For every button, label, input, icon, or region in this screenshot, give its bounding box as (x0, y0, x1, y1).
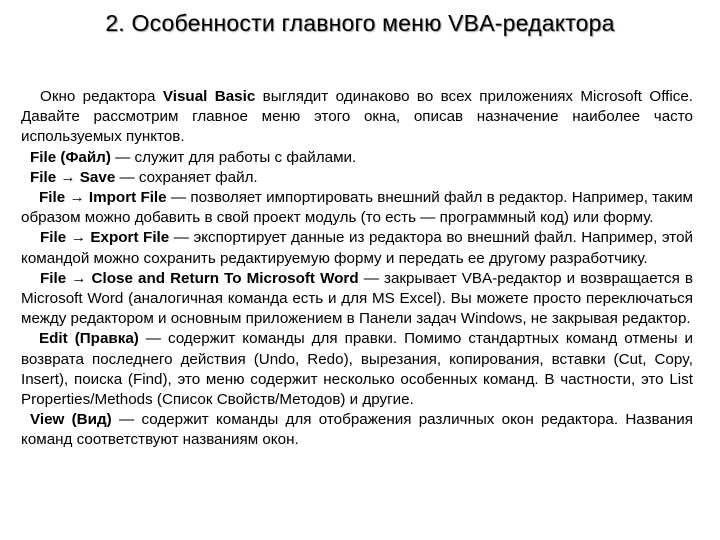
file-menu-term: File (Файл) (30, 148, 111, 166)
slide-body (21, 87, 693, 451)
intro-pre-text: Окно редактора (40, 88, 163, 105)
edit-menu-paragraph (21, 329, 693, 410)
file-export-term: File → Export File (40, 229, 170, 247)
file-close-term: File → Close and Return To Microsoft Word (40, 269, 359, 287)
edit-menu-term: Edit (Правка) (39, 330, 139, 348)
file-menu-description: — служит для работы с файлами. (110, 148, 357, 166)
file-export-description: — экспортирует данные из редактора во внешний файл. Например, этой командой можно сохранить редактируемую форму и передать ее другому разработчику. (21, 229, 694, 267)
file-save-paragraph (21, 168, 693, 188)
file-import-paragraph (21, 188, 693, 228)
file-save-description: — сохраняет файл. (115, 168, 258, 186)
file-export-paragraph (21, 228, 693, 268)
view-menu-description: — содержит команды для отображения различных окон редактора. Названия команд соответствуют названиям окон. (21, 411, 693, 449)
file-import-term: File → Import File (39, 189, 167, 207)
file-save-term: File → Save (30, 168, 116, 186)
file-close-paragraph (21, 269, 693, 330)
intro-post-text: выглядит одинаково во всех приложениях Microsoft Office. Давайте рассмотрим главное меню этого окна, описав назначение наиболее часто используемых пунктов. (21, 88, 694, 146)
file-close-description: — закрывает VBA-редактор и возвращается в Microsoft Word (аналогичная команда есть и для MS Excel). Вы можете просто переключаться между редактором и основным приложением в Панели задач Windows, не закрывая редактор. (21, 269, 693, 328)
slide-title: 2. Особенности главного меню VBA-редактора (105, 10, 615, 36)
file-import-description: — позволяет импортировать внешний файл в редактор. Например, таким образом можно добавить в свой проект модуль (то есть — программный код) или форму. (21, 189, 694, 227)
view-menu-term: View (Вид) (30, 411, 112, 429)
edit-menu-description: — содержит команды для правки. Помимо стандартных команд отмены и возврата последнего действия (Undo, Redo), вырезания, копирования, вставки (Cut, Copy, Insert), поиска (Find), это меню содержит несколько особенных команд. В частности, это List Properties/Methods (Список Свойств/Методов) и другие. (21, 330, 693, 409)
view-menu-paragraph (21, 410, 693, 450)
intro-paragraph (21, 87, 693, 148)
intro-visual-basic-term: Visual Basic (162, 88, 256, 105)
file-menu-paragraph (21, 148, 693, 168)
